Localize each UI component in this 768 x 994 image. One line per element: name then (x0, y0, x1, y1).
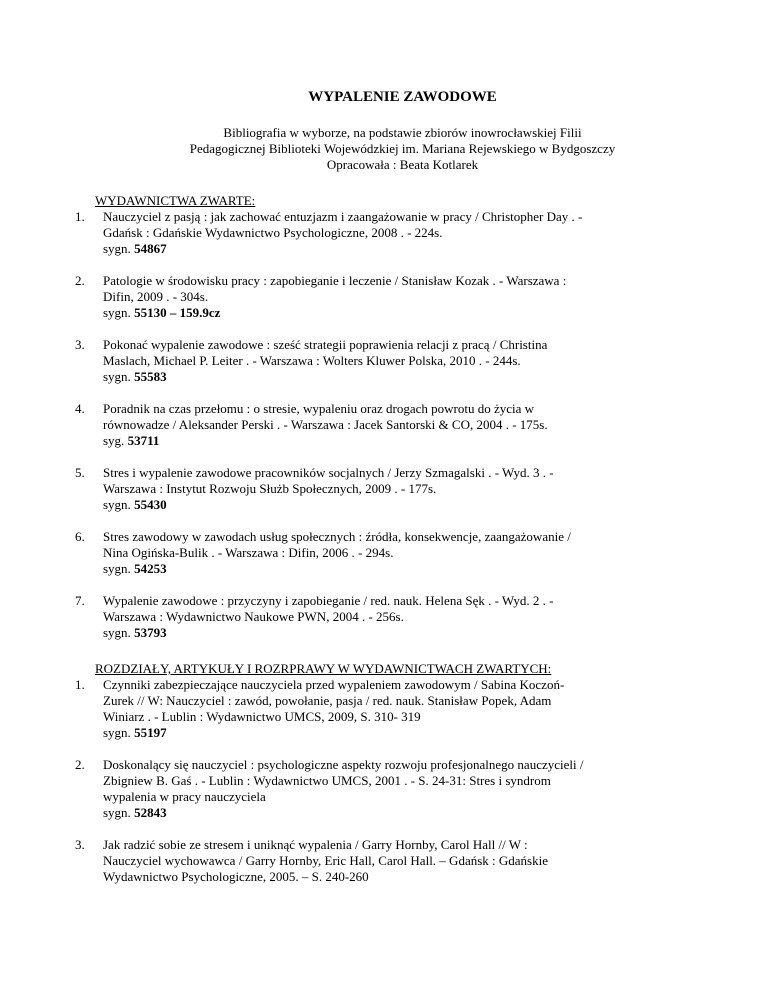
entry-text-line: Nauczyciel wychowawca / Garry Hornby, Eric Hall, Carol Hall. – Gdańsk : Gdańskie (103, 853, 548, 868)
entry-text-line: Warszawa : Instytut Rozwoju Służb Społecznych, 2009 . - 177s. (103, 481, 437, 496)
subtitle-line: Bibliografia w wyborze, na podstawie zbiorów inowrocławskiej Filii (223, 125, 582, 140)
bibliography-entry (75, 337, 708, 385)
entry-call-number (103, 625, 708, 641)
entry-call-number (103, 805, 708, 821)
call-number-label: sygn. (103, 625, 135, 640)
bibliography-entry (75, 209, 708, 257)
entry-text-line: Nauczyciel z pasją : jak zachować entuzjazm i zaangażowanie w pracy / Christopher Day . - (103, 209, 583, 224)
bibliography-list (75, 209, 708, 641)
entry-number: 4. (75, 401, 85, 416)
call-number-label: sygn. (103, 497, 135, 512)
call-number-label: sygn. (103, 725, 135, 740)
entry-text-line: Poradnik na czas przełomu : o stresie, wypaleniu oraz drogach powrotu do życia w (103, 401, 535, 416)
entry-text-line: Stres zawodowy w zawodach usług społecznych : źródła, konsekwencje, zaangażowanie / (103, 529, 571, 544)
entry-text-line: Difin, 2009 . - 304s. (103, 289, 209, 304)
entry-text-line: wypalenia w pracy nauczyciela (103, 789, 266, 804)
entry-text-line: Maslach, Michael P. Leiter . - Warszawa : Wolters Kluwer Polska, 2010 . - 244s. (103, 353, 521, 368)
call-number-value: 55583 (134, 369, 167, 384)
entry-text-line: Nina Ogińska-Bulik . - Warszawa : Difin, 2006 . - 294s. (103, 545, 394, 560)
section-title: WYDAWNICTWA ZWARTE: (95, 193, 256, 208)
entry-call-number (103, 369, 708, 385)
document-title: WYPALENIE ZAWODOWE (308, 89, 497, 105)
entry-call-number (103, 241, 708, 257)
call-number-value: 53711 (127, 433, 160, 448)
bibliography-sections (75, 193, 708, 885)
entry-text-line: Pokonać wypalenie zawodowe : sześć strategii poprawienia relacji z pracą / Christina (103, 337, 548, 352)
call-number-value: 54253 (134, 561, 167, 576)
call-number-label: sygn. (103, 305, 135, 320)
bibliography-entry (75, 465, 708, 513)
entry-number: 5. (75, 465, 85, 480)
entry-number: 6. (75, 529, 85, 544)
bibliography-entry (75, 757, 708, 821)
entry-text-line: Wydawnictwo Psychologiczne, 2005. – S. 240-260 (103, 869, 369, 884)
call-number-label: sygn. (103, 369, 135, 384)
entry-text-line: Jak radzić sobie ze stresem i uniknąć wypalenia / Garry Hornby, Carol Hall // W : (103, 837, 528, 852)
entry-number: 2. (75, 757, 85, 772)
entry-number: 1. (75, 209, 85, 224)
entry-text-line: Zbigniew B. Gaś . - Lublin : Wydawnictwo UMCS, 2001 . - S. 24-31: Stres i syndrom (103, 773, 551, 788)
call-number-label: sygn. (103, 241, 135, 256)
entry-text-line: Warszawa : Wydawnictwo Naukowe PWN, 2004 . - 256s. (103, 609, 404, 624)
call-number-value: 55197 (134, 725, 167, 740)
entry-call-number (103, 433, 708, 449)
call-number-value: 55430 (134, 497, 167, 512)
call-number-label: syg. (103, 433, 128, 448)
subtitle-line: Opracowała : Beata Kotlarek (326, 157, 479, 172)
entry-text-line: Winiarz . - Lublin : Wydawnictwo UMCS, 2009, S. 310- 319 (103, 709, 421, 724)
bibliography-entry (75, 401, 708, 449)
bibliography-list (75, 677, 708, 885)
section-title: ROZDZIAŁY, ARTYKUŁY I ROZRPRAWY W WYDAWNICTWACH ZWARTYCH: (95, 661, 552, 676)
entry-text-line: Wypalenie zawodowe : przyczyny i zapobieganie / red. nauk. Helena Sęk . - Wyd. 2 . - (103, 593, 554, 608)
call-number-value: 55130 – 159.9cz (134, 305, 221, 320)
entry-call-number (103, 305, 708, 321)
bibliography-entry (75, 837, 708, 885)
call-number-value: 54867 (134, 241, 167, 256)
entry-text-line: równowadze / Aleksander Perski . - Warszawa : Jacek Santorski & CO, 2004 . - 175s. (103, 417, 548, 432)
call-number-value: 52843 (134, 805, 167, 820)
entry-text-line: Stres i wypalenie zawodowe pracowników socjalnych / Jerzy Szmagalski . - Wyd. 3 . - (103, 465, 554, 480)
entry-number: 1. (75, 677, 85, 692)
entry-text-line: Patologie w środowisku pracy : zapobieganie i leczenie / Stanisław Kozak . - Warszawa : (103, 273, 567, 288)
entry-text-line: Doskonalący się nauczyciel : psychologiczne aspekty rozwoju profesjonalnego nauczycieli / (103, 757, 584, 772)
entry-number: 3. (75, 837, 85, 852)
entry-number: 7. (75, 593, 85, 608)
bibliography-entry (75, 273, 708, 321)
bibliography-entry (75, 593, 708, 641)
entry-text-line: Gdańsk : Gdańskie Wydawnictwo Psychologiczne, 2008 . - 224s. (103, 225, 443, 240)
entry-text-line: Zurek // W: Nauczyciel : zawód, powołanie, pasja / red. nauk. Stanisław Popek, Adam (103, 693, 552, 708)
call-number-value: 53793 (134, 625, 167, 640)
entry-call-number (103, 497, 708, 513)
call-number-label: sygn. (103, 805, 135, 820)
subtitle-line: Pedagogicznej Biblioteki Wojewódzkiej im. Mariana Rejewskiego w Bydgoszczy (189, 141, 616, 156)
call-number-label: sygn. (103, 561, 135, 576)
bibliography-entry (75, 529, 708, 577)
entry-text-line: Czynniki zabezpieczające nauczyciela przed wypaleniem zawodowym / Sabina Koczoń- (103, 677, 565, 692)
entry-number: 3. (75, 337, 85, 352)
entry-call-number (103, 561, 708, 577)
document-subtitle (97, 125, 708, 173)
bibliography-entry (75, 677, 708, 741)
entry-call-number (103, 725, 708, 741)
entry-number: 2. (75, 273, 85, 288)
